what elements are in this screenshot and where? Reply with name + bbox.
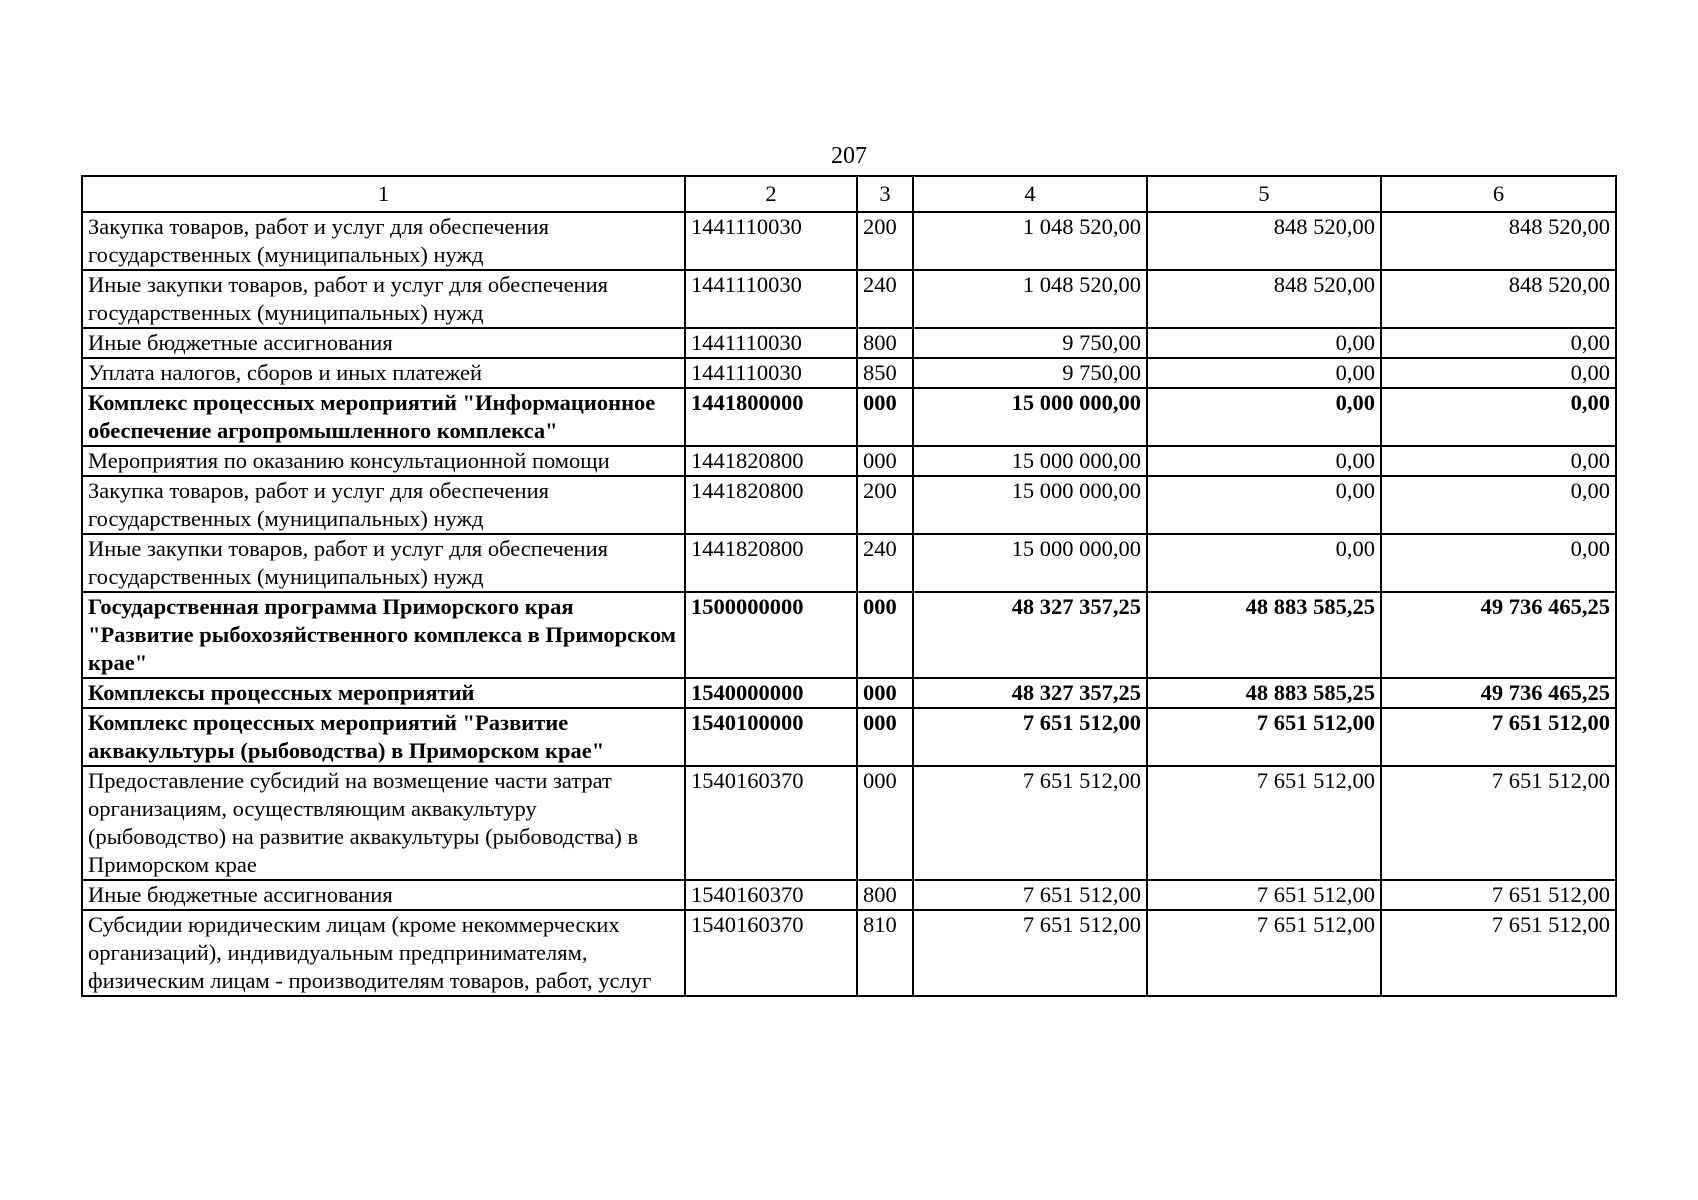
expense-type-cell: 000 [857,446,913,476]
item-name-cell: Комплексы процессных мероприятий [82,678,685,708]
target-code-cell: 1441820800 [685,534,857,592]
column-header-6: 6 [1381,176,1616,212]
item-name-cell: Предоставление субсидий на возмещение части затрат организациям, осуществляющим аквакультуру (рыбоводство) на развитие аквакультуры (рыбоводства) в Приморском крае [82,766,685,880]
amount-col4-cell: 7 651 512,00 [913,910,1147,996]
expense-type-cell: 000 [857,708,913,766]
expense-type-cell: 200 [857,212,913,270]
amount-col4-cell: 15 000 000,00 [913,534,1147,592]
target-code-cell: 1540160370 [685,766,857,880]
expense-type-cell: 240 [857,270,913,328]
item-name-cell: Комплекс процессных мероприятий "Развитие аквакультуры (рыбоводства) в Приморском крае" [82,708,685,766]
expense-type-cell: 810 [857,910,913,996]
amount-col5-cell: 0,00 [1147,534,1381,592]
amount-col5-cell: 0,00 [1147,328,1381,358]
expense-type-cell: 240 [857,534,913,592]
amount-col6-cell: 0,00 [1381,358,1616,388]
item-name-cell: Комплекс процессных мероприятий "Информационное обеспечение агропромышленного комплекса" [82,388,685,446]
target-code-cell: 1441110030 [685,358,857,388]
amount-col4-cell: 7 651 512,00 [913,708,1147,766]
item-name-cell: Мероприятия по оказанию консультационной помощи [82,446,685,476]
target-code-cell: 1441110030 [685,328,857,358]
amount-col4-cell: 15 000 000,00 [913,388,1147,446]
target-code-cell: 1441820800 [685,446,857,476]
target-code-cell: 1540160370 [685,880,857,910]
amount-col5-cell: 7 651 512,00 [1147,766,1381,880]
amount-col5-cell: 848 520,00 [1147,270,1381,328]
expense-type-cell: 200 [857,476,913,534]
item-name-cell: Государственная программа Приморского края "Развитие рыбохозяйственного комплекса в Приморском крае" [82,592,685,678]
column-header-4: 4 [913,176,1147,212]
table-row [82,678,1616,708]
column-header-1: 1 [82,176,685,212]
target-code-cell: 1441110030 [685,212,857,270]
amount-col6-cell: 0,00 [1381,388,1616,446]
amount-col4-cell: 7 651 512,00 [913,880,1147,910]
amount-col6-cell: 49 736 465,25 [1381,678,1616,708]
target-code-cell: 1540160370 [685,910,857,996]
table-row [82,212,1616,270]
expense-type-cell: 850 [857,358,913,388]
item-name-cell: Закупка товаров, работ и услуг для обеспечения государственных (муниципальных) нужд [82,476,685,534]
table-row [82,880,1616,910]
amount-col4-cell: 9 750,00 [913,358,1147,388]
amount-col6-cell: 7 651 512,00 [1381,880,1616,910]
budget-table [81,175,1617,997]
item-name-cell: Уплата налогов, сборов и иных платежей [82,358,685,388]
target-code-cell: 1540000000 [685,678,857,708]
page-number: 207 [831,143,867,169]
item-name-cell: Иные закупки товаров, работ и услуг для обеспечения государственных (муниципальных) нужд [82,270,685,328]
amount-col4-cell: 15 000 000,00 [913,446,1147,476]
amount-col6-cell: 0,00 [1381,534,1616,592]
amount-col6-cell: 848 520,00 [1381,212,1616,270]
amount-col6-cell: 7 651 512,00 [1381,708,1616,766]
item-name-cell: Закупка товаров, работ и услуг для обеспечения государственных (муниципальных) нужд [82,212,685,270]
amount-col4-cell: 48 327 357,25 [913,678,1147,708]
amount-col5-cell: 0,00 [1147,358,1381,388]
amount-col5-cell: 848 520,00 [1147,212,1381,270]
table-row [82,592,1616,678]
amount-col4-cell: 15 000 000,00 [913,476,1147,534]
expense-type-cell: 000 [857,678,913,708]
table-row [82,766,1616,880]
column-header-2: 2 [685,176,857,212]
table-row [82,328,1616,358]
expense-type-cell: 000 [857,592,913,678]
amount-col6-cell: 0,00 [1381,328,1616,358]
amount-col4-cell: 1 048 520,00 [913,270,1147,328]
table-row [82,910,1616,996]
amount-col6-cell: 7 651 512,00 [1381,766,1616,880]
amount-col5-cell: 7 651 512,00 [1147,880,1381,910]
item-name-cell: Иные бюджетные ассигнования [82,328,685,358]
table-row [82,270,1616,328]
amount-col6-cell: 7 651 512,00 [1381,910,1616,996]
amount-col5-cell: 48 883 585,25 [1147,592,1381,678]
amount-col6-cell: 49 736 465,25 [1381,592,1616,678]
item-name-cell: Иные закупки товаров, работ и услуг для обеспечения государственных (муниципальных) нужд [82,534,685,592]
table-row [82,446,1616,476]
target-code-cell: 1540100000 [685,708,857,766]
target-code-cell: 1441800000 [685,388,857,446]
amount-col4-cell: 48 327 357,25 [913,592,1147,678]
amount-col5-cell: 48 883 585,25 [1147,678,1381,708]
amount-col5-cell: 7 651 512,00 [1147,910,1381,996]
table-row [82,476,1616,534]
expense-type-cell: 800 [857,328,913,358]
amount-col5-cell: 0,00 [1147,446,1381,476]
column-header-3: 3 [857,176,913,212]
expense-type-cell: 800 [857,880,913,910]
table-header-row [82,176,1616,212]
item-name-cell: Иные бюджетные ассигнования [82,880,685,910]
table-row [82,358,1616,388]
expense-type-cell: 000 [857,766,913,880]
table-row [82,708,1616,766]
amount-col5-cell: 0,00 [1147,476,1381,534]
amount-col5-cell: 7 651 512,00 [1147,708,1381,766]
amount-col4-cell: 9 750,00 [913,328,1147,358]
amount-col4-cell: 1 048 520,00 [913,212,1147,270]
table-row [82,534,1616,592]
expense-type-cell: 000 [857,388,913,446]
table-body [82,212,1616,996]
amount-col5-cell: 0,00 [1147,388,1381,446]
table-row [82,388,1616,446]
target-code-cell: 1441820800 [685,476,857,534]
column-header-5: 5 [1147,176,1381,212]
target-code-cell: 1441110030 [685,270,857,328]
target-code-cell: 1500000000 [685,592,857,678]
amount-col4-cell: 7 651 512,00 [913,766,1147,880]
item-name-cell: Субсидии юридическим лицам (кроме некоммерческих организаций), индивидуальным предпринимателям, физическим лицам - производителям товаров, работ, услуг [82,910,685,996]
amount-col6-cell: 848 520,00 [1381,270,1616,328]
amount-col6-cell: 0,00 [1381,446,1616,476]
amount-col6-cell: 0,00 [1381,476,1616,534]
